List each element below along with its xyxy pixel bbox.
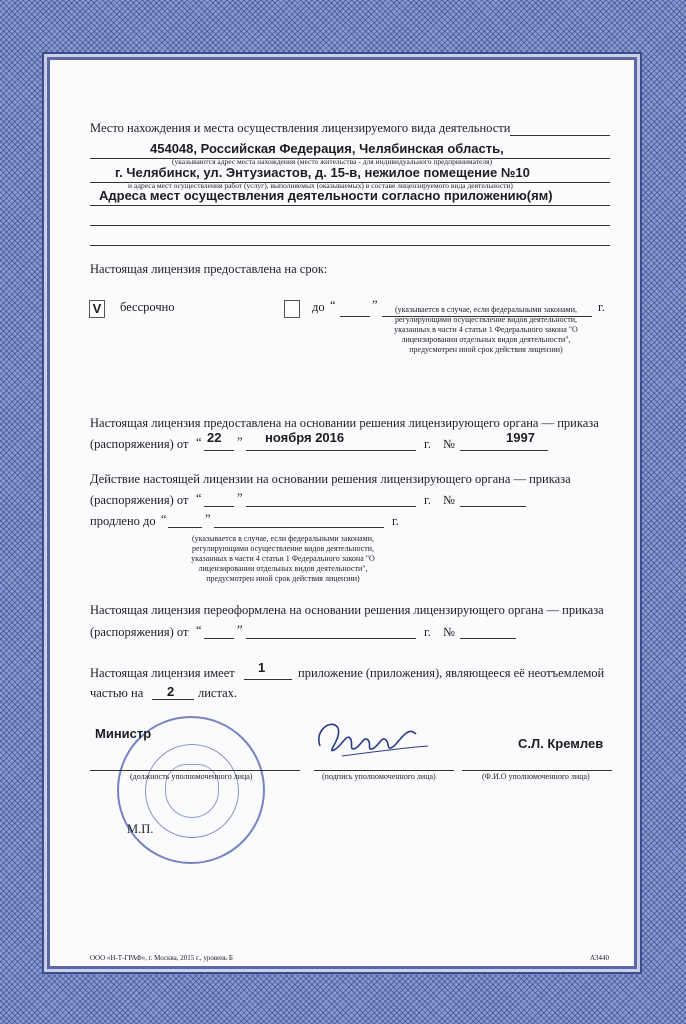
reissue-quote-open: “ xyxy=(196,623,202,637)
address-hint-2: и адреса мест осуществления работ (услуг), выполняемых (оказываемых) в составе лицензируемого вида деятельности) xyxy=(128,181,513,190)
basis-quote-close: ” xyxy=(237,435,243,449)
indefinite-checkbox[interactable]: V xyxy=(89,300,105,318)
extended-year-suffix: г. xyxy=(392,514,399,528)
location-label: Место нахождения и места осуществления лицензируемого вида деятельности xyxy=(90,121,511,135)
address-line-3: Адреса мест осуществления деятельности согласно приложению(ям) xyxy=(99,188,553,203)
basis-number-label: № xyxy=(443,437,455,451)
extension-year-suffix: г. xyxy=(424,493,431,507)
signature-hint: (подпись уполномоченного лица) xyxy=(322,772,436,781)
appendix-suffix: приложение (приложения), являющееся её неотъемлемой xyxy=(298,666,605,680)
reissue-line-2-prefix: (распоряжения) от xyxy=(90,625,189,639)
address-hint-1: (указываются адрес места нахождения (место жительства - для индивидуального предпринимателя) xyxy=(172,157,493,166)
name-hint: (Ф.И.О уполномоченного лица) xyxy=(482,772,590,781)
term-label: Настоящая лицензия предоставлена на срок: xyxy=(90,262,328,276)
extended-day-field[interactable] xyxy=(168,527,202,528)
extension-day-field[interactable] xyxy=(204,506,234,507)
extension-line-2-prefix: (распоряжения) от xyxy=(90,493,189,507)
extension-line-1: Действие настоящей лицензии на основании решения лицензирующего органа — приказа xyxy=(90,472,571,486)
extension-quote-open: “ xyxy=(196,491,202,505)
appendix-line-2-prefix: частью на xyxy=(90,686,144,700)
term-note: (указывается в случае, если федеральными законами, регулирующими осуществление видов деятельности, указанных в части 4 статьи 1 Федерального закона "О лицензировании отдельных видов деятельности", предусмотрен иной срок действия лицензии) xyxy=(394,305,578,354)
until-quote-open: “ xyxy=(330,298,336,312)
until-quote-close: ” xyxy=(372,298,378,312)
reissue-number-label: № xyxy=(443,625,455,639)
appendix-sheets-field xyxy=(152,699,194,700)
extension-month-field[interactable] xyxy=(246,506,416,507)
position-value: Министр xyxy=(95,726,152,741)
basis-quote-open: “ xyxy=(196,435,202,449)
extension-note: (указывается в случае, если федеральными законами, регулирующими осуществление видов деятельности, указанных в части 4 статьи 1 Федерального закона "О лицензировании отдельных видов деятельности", предусмотрен иной срок действия лицензии) xyxy=(191,534,375,583)
basis-month-field xyxy=(246,450,416,451)
basis-day: 22 xyxy=(207,430,222,445)
extended-quote-close: ” xyxy=(205,512,211,526)
appendix-count: 1 xyxy=(258,660,266,675)
appendix-prefix: Настоящая лицензия имеет xyxy=(90,666,235,680)
until-day-field[interactable] xyxy=(340,316,370,317)
basis-line-1: Настоящая лицензия предоставлена на основании решения лицензирующего органа — приказа xyxy=(90,416,599,430)
appendix-count-field xyxy=(244,679,292,680)
underline xyxy=(90,245,610,246)
basis-number: 1997 xyxy=(506,430,535,445)
underline xyxy=(510,135,610,136)
position-field xyxy=(90,770,300,771)
basis-number-field xyxy=(460,450,548,451)
reissue-line-1: Настоящая лицензия переоформлена на основании решения лицензирующего органа — приказа xyxy=(90,603,604,617)
indefinite-label: бессрочно xyxy=(120,300,175,314)
position-hint: (должность уполномоченного лица) xyxy=(130,772,253,781)
extension-quote-close: ” xyxy=(237,491,243,505)
basis-year-suffix: г. xyxy=(424,437,431,451)
handwritten-signature xyxy=(312,708,432,768)
printer-imprint: ООО «Н-Т-ГРАФ», г. Москва, 2015 г., уровень Б xyxy=(90,954,233,962)
reissue-year-suffix: г. xyxy=(424,625,431,639)
appendix-sheets: 2 xyxy=(167,684,175,699)
name-field xyxy=(462,770,612,771)
until-year-suffix: г. xyxy=(598,300,605,314)
address-line-1: 454048, Российская Федерация, Челябинская область, xyxy=(150,141,504,156)
seal-label: М.П. xyxy=(127,822,154,836)
address-line-2: г. Челябинск, ул. Энтузиастов, д. 15-в, нежилое помещение №10 xyxy=(115,165,530,180)
form-code: А3440 xyxy=(590,954,610,962)
signature-field xyxy=(314,770,454,771)
extended-quote-open: “ xyxy=(161,512,167,526)
reissue-month-field[interactable] xyxy=(246,638,416,639)
signatory-name: С.Л. Кремлев xyxy=(518,736,604,751)
reissue-day-field[interactable] xyxy=(204,638,234,639)
basis-month-year: ноября 2016 xyxy=(265,430,345,445)
underline xyxy=(90,225,610,226)
appendix-line-2-suffix: листах. xyxy=(198,686,238,700)
until-label: до xyxy=(312,300,325,314)
reissue-quote-close: ” xyxy=(237,623,243,637)
until-checkbox[interactable] xyxy=(284,300,300,318)
underline xyxy=(90,205,610,206)
extended-until-label: продлено до xyxy=(90,514,156,528)
extended-month-field[interactable] xyxy=(214,527,384,528)
reissue-number-field[interactable] xyxy=(460,638,516,639)
basis-day-field xyxy=(204,450,234,451)
extension-number-label: № xyxy=(443,493,455,507)
basis-line-2-prefix: (распоряжения) от xyxy=(90,437,189,451)
extension-number-field[interactable] xyxy=(460,506,526,507)
